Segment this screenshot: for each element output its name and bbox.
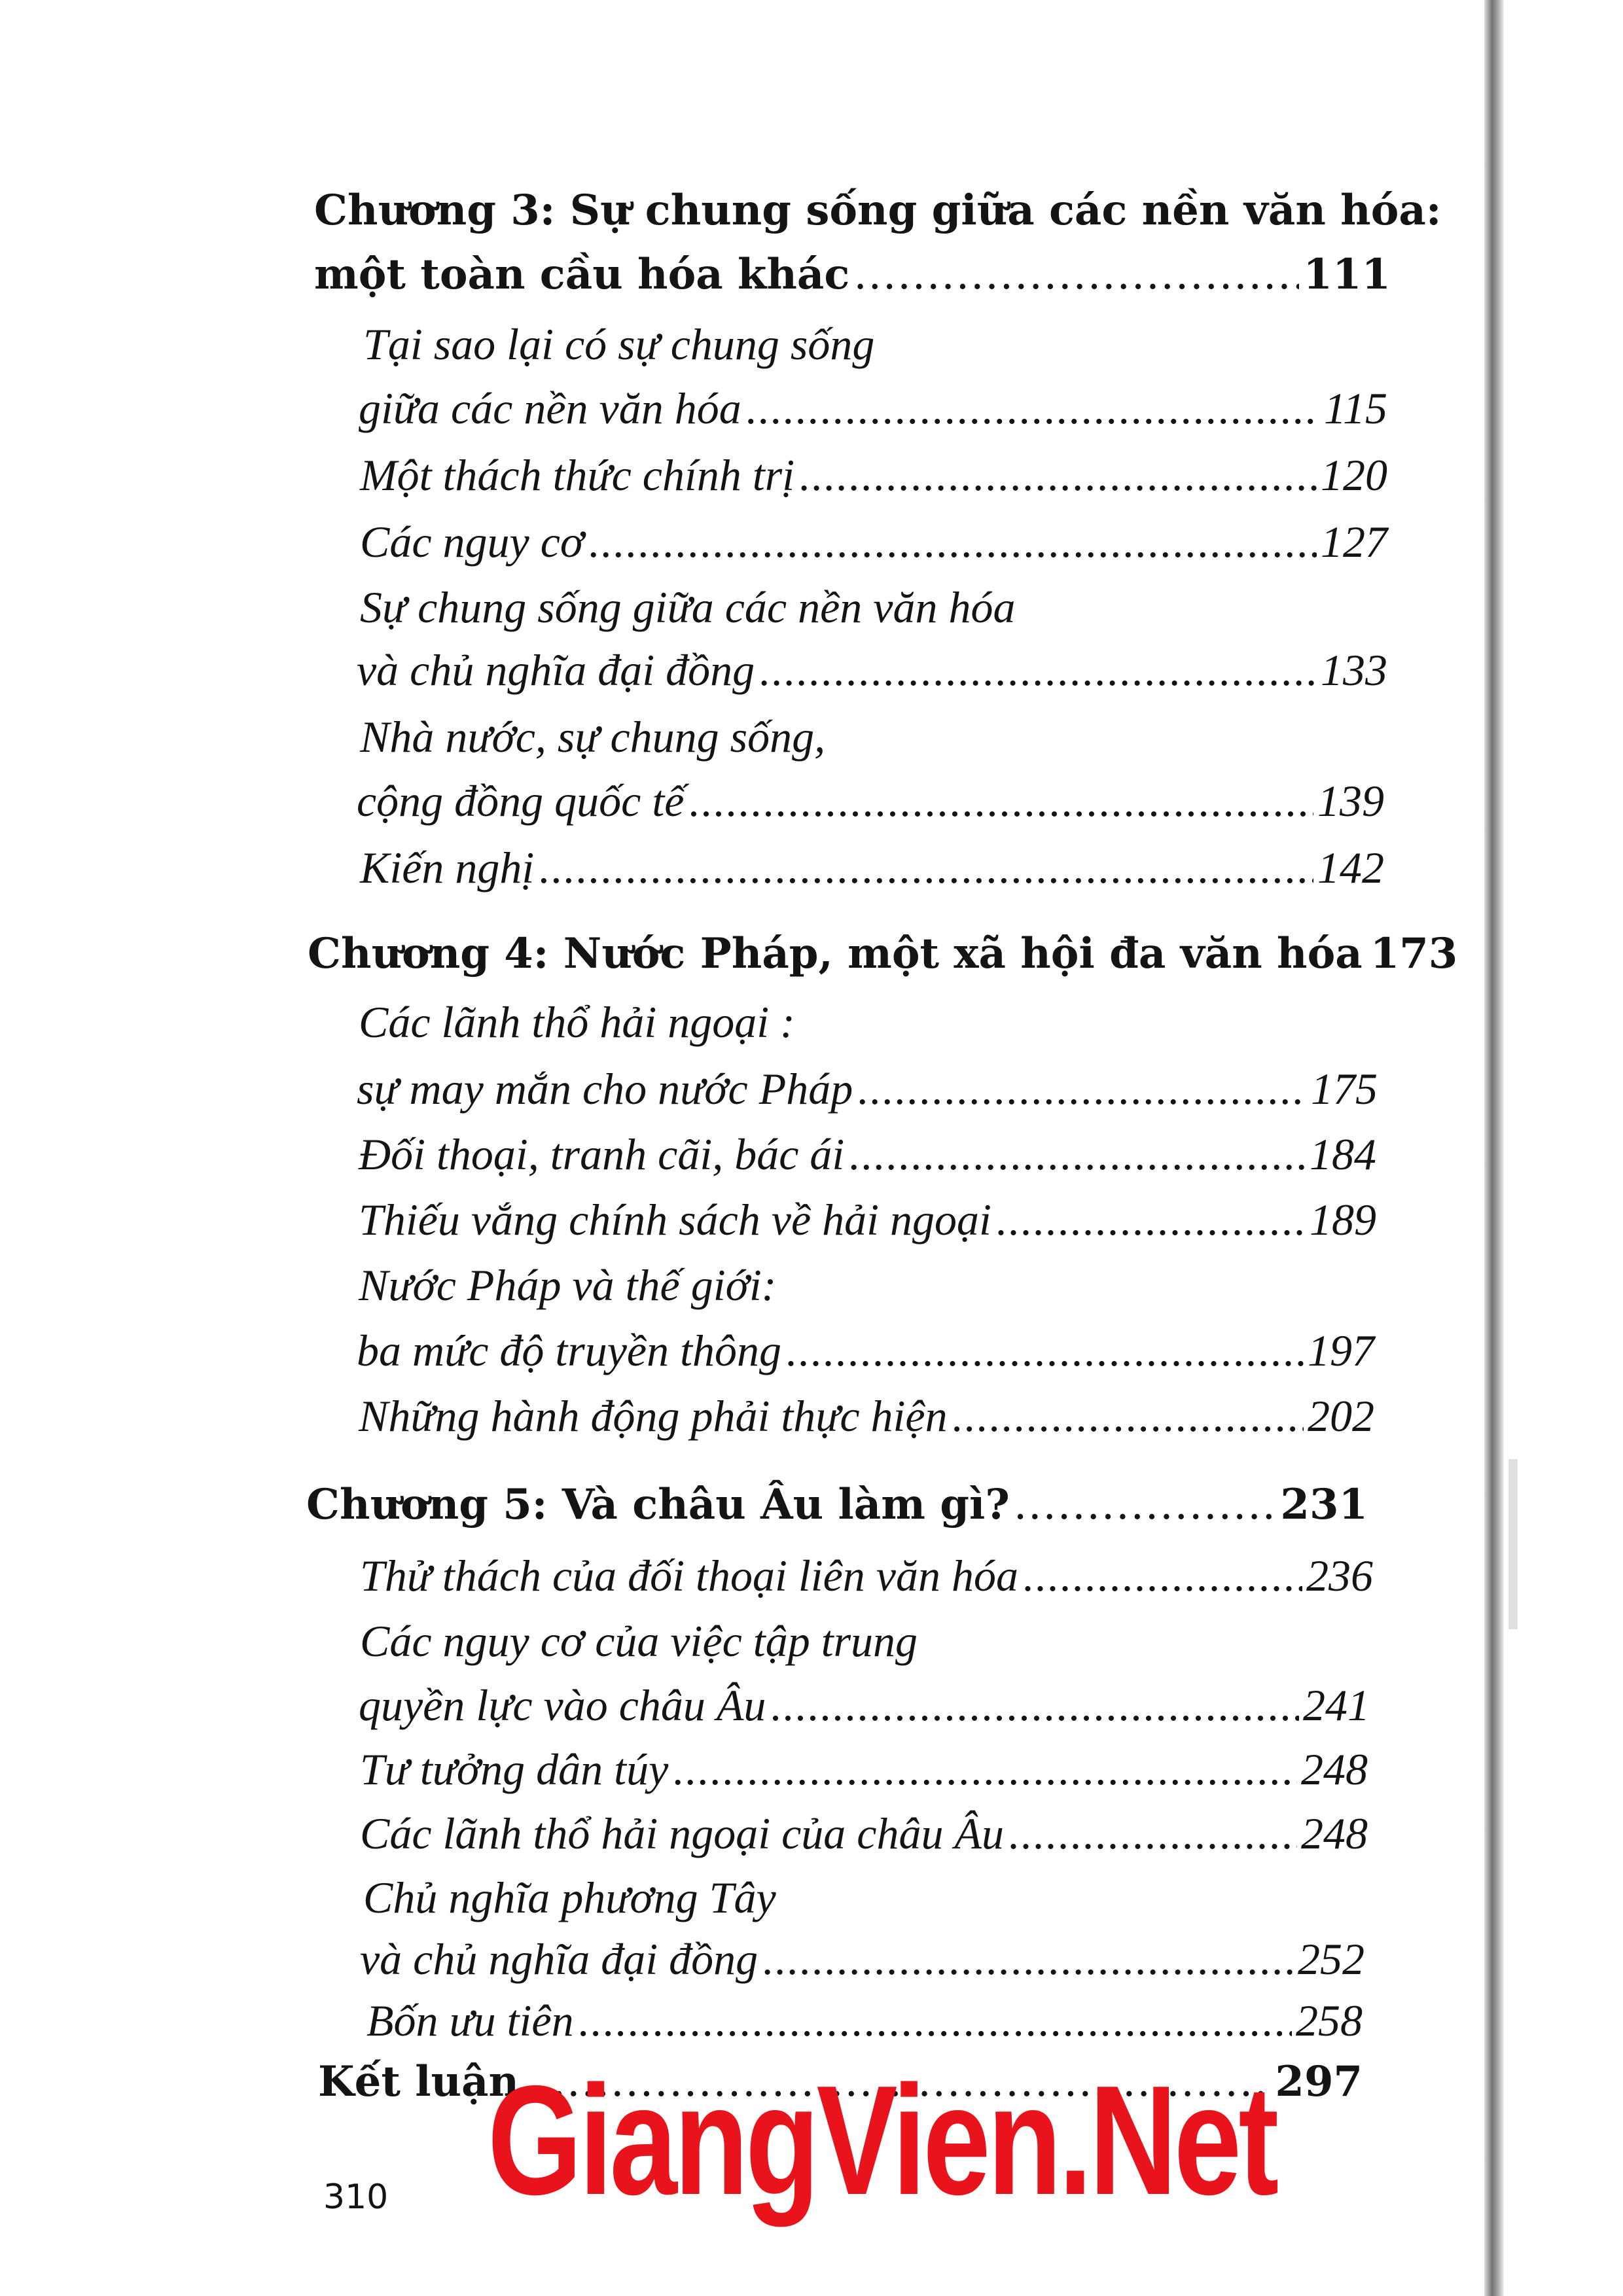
- dot-leader: [688, 779, 1313, 823]
- section-entry[interactable]: [360, 1553, 1373, 1598]
- dot-leader: [762, 1937, 1294, 1981]
- section-entry[interactable]: [360, 450, 1387, 500]
- section-entry[interactable]: [359, 383, 1387, 433]
- page-number: 142: [1317, 843, 1384, 892]
- page-number: 248: [1301, 1809, 1368, 1858]
- section-entry-line1: Các lãnh thổ hải ngoại :: [359, 997, 795, 1047]
- watermark-logo: GiangVien.Net: [488, 2054, 1276, 2227]
- section-title: Các lãnh thổ hải ngoại của châu Âu: [360, 1809, 1005, 1858]
- dot-leader: [538, 845, 1313, 890]
- chapter-3-title-line2: một toàn cầu hóa khác: [314, 250, 850, 299]
- dot-leader: [1008, 1811, 1297, 1856]
- page-number: 248: [1301, 1744, 1368, 1794]
- page-number: 252: [1298, 1934, 1364, 1984]
- chapter-5-title: Chương 5: Và châu Âu làm gì?: [306, 1480, 1010, 1529]
- section-entry-line1: Chủ nghĩa phương Tây: [363, 1873, 776, 1922]
- dot-leader: [588, 520, 1317, 564]
- section-entry-line1: Tại sao lại có sự chung sống: [363, 319, 875, 369]
- section-entry-line1: Nhà nước, sự chung sống,: [360, 712, 826, 762]
- page-number: 231: [1280, 1480, 1368, 1529]
- section-title: Thử thách của đối thoại liên văn hóa: [360, 1551, 1018, 1600]
- section-title: và chủ nghĩa đại đồng: [357, 645, 755, 695]
- section-entry-line1: Các nguy cơ của việc tập trung: [360, 1616, 918, 1666]
- dot-leader: [745, 386, 1320, 431]
- section-entry[interactable]: [360, 845, 1384, 890]
- chapter-5-entry[interactable]: [306, 1480, 1368, 1529]
- section-title: và chủ nghĩa đại đồng: [360, 1934, 758, 1984]
- page-number: 115: [1324, 383, 1387, 433]
- page-number: 127: [1321, 517, 1387, 567]
- dot-leader: [853, 254, 1299, 296]
- section-title: Một thách thức chính trị: [360, 450, 795, 500]
- section-entry[interactable]: [359, 1391, 1374, 1441]
- page-number: 120: [1321, 450, 1387, 500]
- section-title: quyền lực vào châu Âu: [359, 1680, 766, 1730]
- page-number: 297: [1275, 2057, 1363, 2106]
- page-number: 175: [1311, 1064, 1378, 1114]
- section-title: ba mức độ truyền thông: [357, 1326, 781, 1375]
- dot-leader: [995, 1197, 1306, 1242]
- section-entry[interactable]: [357, 645, 1387, 695]
- page-number: 258: [1296, 1996, 1363, 2045]
- page-number: 184: [1310, 1129, 1376, 1179]
- section-entry[interactable]: [360, 1934, 1364, 1984]
- dot-leader: [785, 1328, 1304, 1373]
- section-title: Các nguy cơ: [360, 517, 584, 567]
- section-title: Bốn ưu tiên: [366, 1996, 574, 2045]
- page-number: 139: [1317, 776, 1384, 826]
- page-folio: 310: [323, 2178, 389, 2217]
- section-entry[interactable]: [360, 1744, 1368, 1794]
- section-title: Tư tưởng dân túy: [360, 1744, 669, 1794]
- section-entry[interactable]: [366, 1998, 1363, 2043]
- section-title: Thiếu vắng chính sách về hải ngoại: [359, 1195, 991, 1245]
- section-title: Những hành động phải thực hiện: [359, 1391, 948, 1441]
- dot-leader: [1014, 1484, 1277, 1526]
- section-entry[interactable]: [359, 1129, 1376, 1179]
- chapter-4-entry[interactable]: [308, 929, 1458, 978]
- conclusion-title: Kết luận: [318, 2057, 520, 2106]
- page-number: 202: [1308, 1391, 1374, 1441]
- dot-leader: [798, 453, 1317, 497]
- section-title: sự may mắn cho nước Pháp: [357, 1064, 853, 1114]
- section-entry-line1: Nước Pháp và thế giới:: [359, 1260, 777, 1310]
- page-number: 241: [1303, 1680, 1370, 1730]
- section-title: Kiến nghị: [360, 843, 535, 892]
- section-entry[interactable]: [357, 1328, 1374, 1373]
- section-entry[interactable]: [360, 517, 1387, 567]
- section-entry[interactable]: [359, 1195, 1376, 1245]
- chapter-3-title-line1: Chương 3: Sự chung sống giữa các nền văn hóa:: [314, 186, 1442, 235]
- section-entry[interactable]: [357, 776, 1384, 826]
- page-number: 173: [1370, 929, 1458, 978]
- dot-leader: [672, 1747, 1297, 1792]
- dot-leader: [578, 1998, 1292, 2043]
- page-number: 133: [1321, 645, 1387, 695]
- section-entry[interactable]: [360, 1811, 1368, 1856]
- section-entry[interactable]: [357, 1064, 1378, 1114]
- section-entry-line1: Sự chung sống giữa các nền văn hóa: [360, 582, 1016, 632]
- page-number: 236: [1306, 1551, 1373, 1600]
- section-title: Đối thoại, tranh cãi, bác ái: [359, 1129, 845, 1179]
- section-title: giữa các nền văn hóa: [359, 383, 741, 433]
- dot-leader: [1022, 1553, 1302, 1598]
- dot-leader: [758, 648, 1317, 692]
- dot-leader: [770, 1683, 1299, 1727]
- page-number: 197: [1308, 1326, 1374, 1375]
- section-title: cộng đồng quốc tế: [357, 776, 685, 826]
- section-entry[interactable]: [359, 1680, 1370, 1730]
- dot-leader: [952, 1394, 1304, 1438]
- dot-leader: [857, 1067, 1307, 1111]
- dot-leader: [848, 1132, 1306, 1176]
- page-number: 111: [1303, 250, 1391, 299]
- chapter-4-title: Chương 4: Nước Pháp, một xã hội đa văn hóa: [308, 929, 1363, 978]
- page-number: 189: [1310, 1195, 1376, 1245]
- chapter-3-entry[interactable]: [314, 250, 1391, 299]
